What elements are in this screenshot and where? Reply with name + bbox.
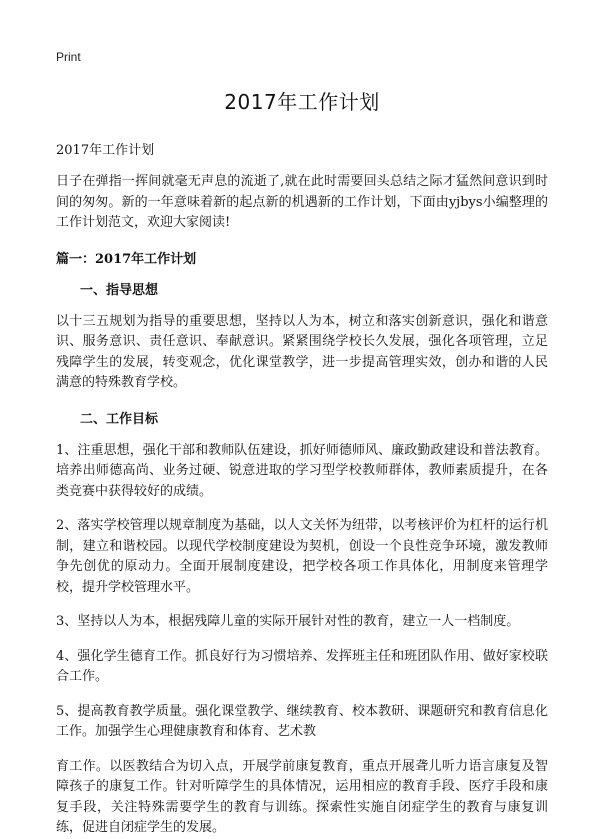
goal-paragraph: 3、坚持以人为本，根据残障儿童的实际开展针对性的教育，建立一人一档制度。 — [56, 614, 520, 629]
goal-paragraph: 2、落实学校管理以规章制度为基础，以人文关怀为纽带，以考核评价为杠杆的运行机制，建立和谐校园。以现代学校制度建设为契机，创设一个良性竞争环境，激发教师争先创优的原动力。全面开展制度建设，把学校各项工作具体化，用制度来管理学校，提升学校管理水平。 — [56, 518, 548, 595]
intro-paragraph: 日子在弹指一挥间就毫无声息的流逝了,就在此时需要回头总结之际才猛然间意识到时间的匆匆。新的一年意味着新的起点新的机遇新的工作计划，下面由yjbys小编整理的工作计划范文，欢迎大家阅读! — [56, 174, 548, 230]
document-subtitle: 2017年工作计划 — [56, 143, 155, 158]
goal-paragraph: 4、强化学生德育工作。抓良好行为习惯培养、发挥班主任和班团队作用、做好家校联合工作。 — [56, 648, 548, 684]
part2-heading: 二、工作目标 — [80, 411, 159, 427]
print-link[interactable]: Print — [56, 50, 81, 64]
part1-heading: 一、指导思想 — [80, 282, 159, 298]
document-title: 2017年工作计划 — [224, 90, 380, 114]
guiding-ideology-paragraph: 以十三五规划为指导的重要思想，坚持以人为本，树立和落实创新意识，强化和谐意识、服务意识、责任意识、奉献意识。紧紧围绕学校长久发展，强化各项管理，立足残障学生的发展，转变观念，优化课堂教学，进一步提高管理实效，创办和谐的人民满意的特殊教育学校。 — [56, 313, 548, 390]
goal-paragraph: 育工作。以医教结合为切入点，开展学前康复教育，重点开展聋儿听力语言康复及智障孩子的康复工作。针对听障学生的具体情况，运用相应的教育手段、医疗手段和康复手段，关注特殊需要学生的教育与训练。探索性实施自闭症学生的教育与康复训练，促进自闭症学生的发展。 — [56, 758, 548, 835]
goal-paragraph: 1、注重思想，强化干部和教师队伍建设，抓好师德师风、廉政勤政建设和普法教育。培养出师德高尚、业务过硬、锐意进取的学习型学校教师群体，教师素质提升，在各类竞赛中获得较好的成绩。 — [56, 442, 548, 499]
section-heading: 篇一：2017年工作计划 — [56, 251, 197, 267]
goal-paragraph: 5、提高教育教学质量。强化课堂教学、继续教育、校本教研、课题研究和教育信息化工作。加强学生心理健康教育和体育、艺术教 — [56, 703, 548, 739]
